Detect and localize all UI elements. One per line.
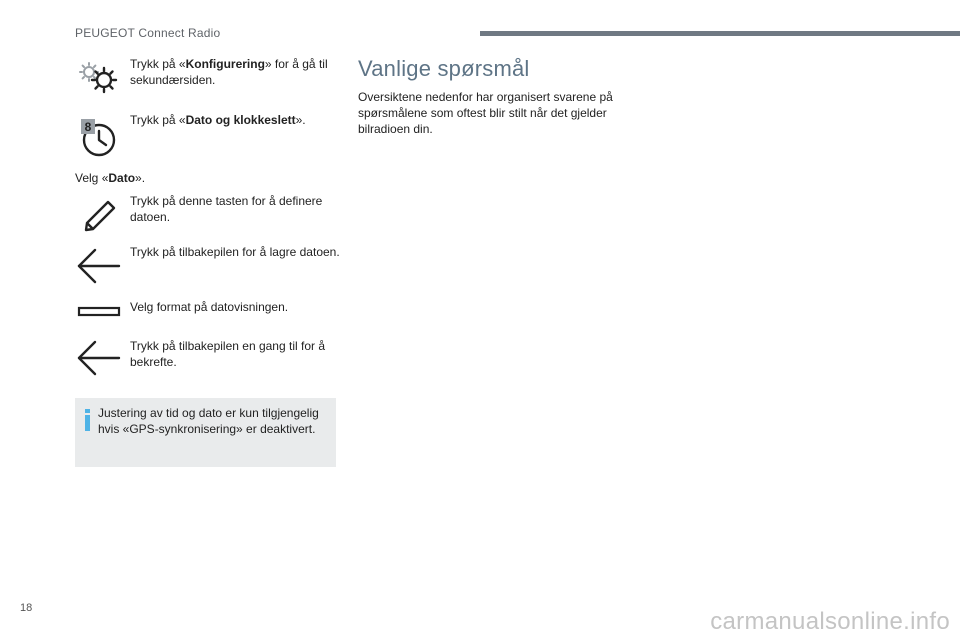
substep-confirm [75, 338, 340, 382]
step-dato-og-klokkeslett [75, 112, 340, 160]
info-text: Justering av tid og dato er kun tilgjengelig hvis «GPS-synkronisering» er deaktivert. [98, 406, 319, 436]
dato-label: Dato [108, 171, 136, 185]
step-konfigurering-text: Trykk på «Konfigurering» for å gå til sekundærsiden. [130, 57, 328, 87]
back-arrow-icon [75, 244, 123, 292]
back-arrow-icon [75, 338, 123, 386]
dato-og-klokkeslett-label: Dato og klokkeslett [185, 113, 296, 127]
faq-body: Oversiktene nedenfor har organisert svarene på spørsmålene som oftest blir stilt når det gjelder bilradioen din. [358, 90, 613, 136]
substep-save-date [75, 244, 340, 288]
substep-date-format-text: Velg format på datovisningen. [130, 300, 289, 314]
substep-save-date-text: Trykk på tilbakepilen for å lagre datoen. [130, 245, 340, 259]
pencil-icon [75, 193, 123, 241]
clock-badge: 8 [84, 120, 92, 134]
step-konfigurering [75, 56, 340, 100]
info-icon [84, 409, 92, 431]
header-bar [480, 31, 960, 36]
substep-define-date [75, 193, 340, 237]
step-dato-text: Trykk på «Dato og klokkeslett». [130, 113, 306, 127]
substep-define-date-text: Trykk på denne tasten for å definere datoen. [130, 194, 323, 224]
faq-heading: Vanlige spørsmål [358, 56, 530, 81]
page-number: 18 [20, 602, 33, 614]
substep-confirm-text: Trykk på tilbakepilen en gang til for å bekrefte. [130, 339, 325, 369]
clock-icon [75, 112, 123, 160]
info-box [75, 398, 336, 467]
konfigurering-label: Konfigurering [185, 57, 265, 71]
select-date-text: Velg «Dato». [75, 171, 146, 185]
settings-gears-icon [75, 56, 123, 104]
header-title: PEUGEOT Connect Radio [75, 26, 221, 40]
format-bar-icon [75, 299, 123, 323]
watermark: carmanualsonline.info [710, 608, 950, 635]
substep-date-format [75, 299, 340, 323]
